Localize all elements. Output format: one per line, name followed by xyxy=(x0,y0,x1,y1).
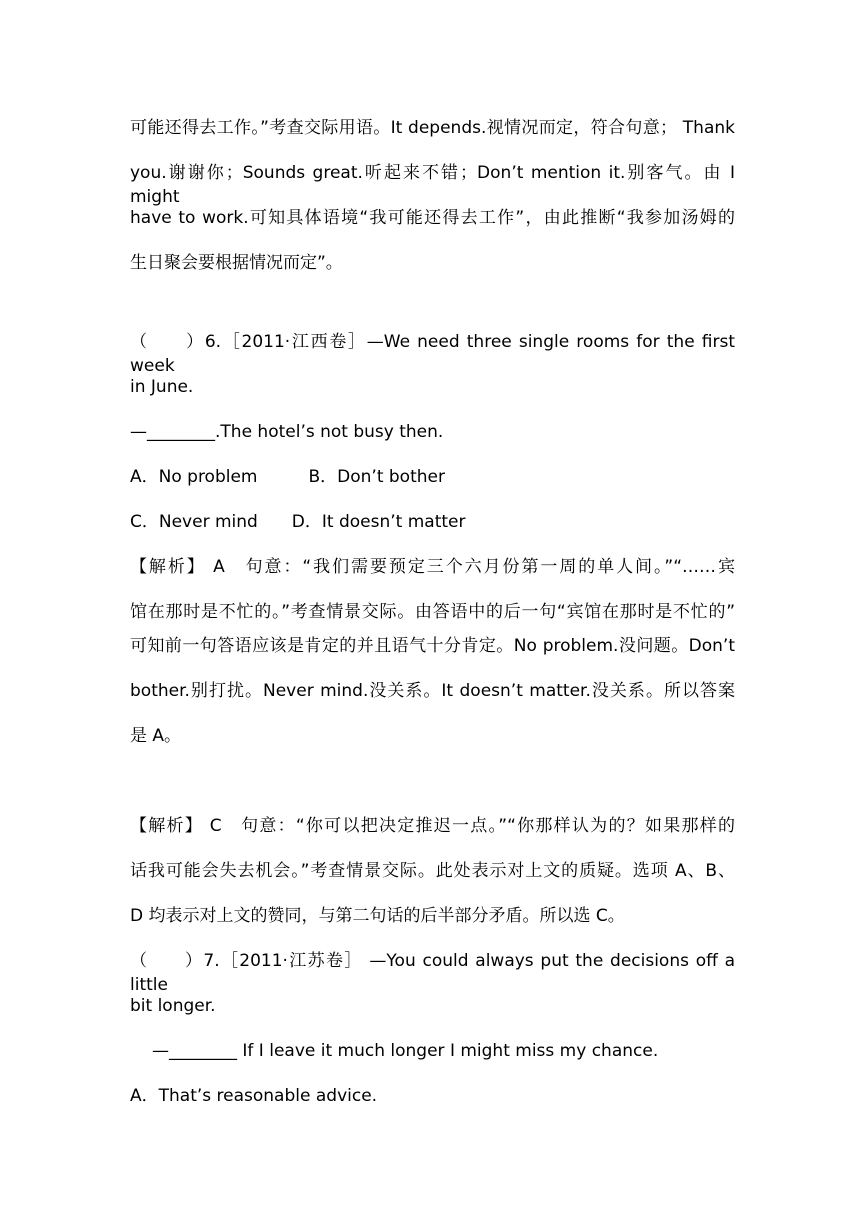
text-line: 生日聚会要根据情况而定”。 xyxy=(130,253,343,273)
analysis-7-line: D 均表示对上文的赞同，与第二句话的后半部分矛盾。所以选 C。 xyxy=(130,906,625,926)
question-7-option-a: A．That’s reasonable advice. xyxy=(130,1086,378,1106)
analysis-6-line: 是 A。 xyxy=(130,726,182,746)
question-7-stem-cont: bit longer. xyxy=(130,996,216,1016)
analysis-6-line: 可知前一句答语应该是肯定的并且语气十分肯定。No problem.没问题。Don’t xyxy=(130,636,735,656)
question-6-answer-blank: —________.The hotel’s not busy then. xyxy=(130,422,444,442)
question-7-stem: （ ）7.［2011·江苏卷］ —You could always put the decisions off a little xyxy=(130,951,735,995)
analysis-6-line: 【解析】 A 句意：“我们需要预定三个六月份第一周的单人间。”“……宾 xyxy=(130,557,735,577)
analysis-7-line: 话我可能会失去机会。”考查情景交际。此处表示对上文的质疑。选项 A、B、 xyxy=(130,861,735,881)
question-6-options-cd: C．Never mind D．It doesn’t matter xyxy=(130,512,466,532)
question-6-stem: （ ）6.［2011·江西卷］—We need three single rooms for the first week xyxy=(130,332,735,376)
analysis-6-line: 馆在那时是不忙的。”考查情景交际。由答语中的后一句“宾馆在那时是不忙的” xyxy=(130,602,735,622)
question-6-stem-cont: in June. xyxy=(130,377,194,397)
question-7-answer-blank: —________ If I leave it much longer I might miss my chance. xyxy=(152,1041,659,1061)
text-line: have to work.可知具体语境“我可能还得去工作”，由此推断“我参加汤姆的 xyxy=(130,208,735,228)
analysis-6-line: bother.别打扰。Never mind.没关系。It doesn’t matter.没关系。所以答案 xyxy=(130,681,735,701)
text-line: you.谢谢你；Sounds great.听起来不错；Don’t mention it.别客气。由 I might xyxy=(130,163,735,207)
question-6-options-ab: A．No problem B．Don’t bother xyxy=(130,467,445,487)
analysis-7-line: 【解析】 C 句意：“你可以把决定推迟一点。”“你那样认为的？如果那样的 xyxy=(130,816,735,836)
text-line: 可能还得去工作。”考查交际用语。It depends.视情况而定，符合句意； Thank xyxy=(130,118,735,138)
